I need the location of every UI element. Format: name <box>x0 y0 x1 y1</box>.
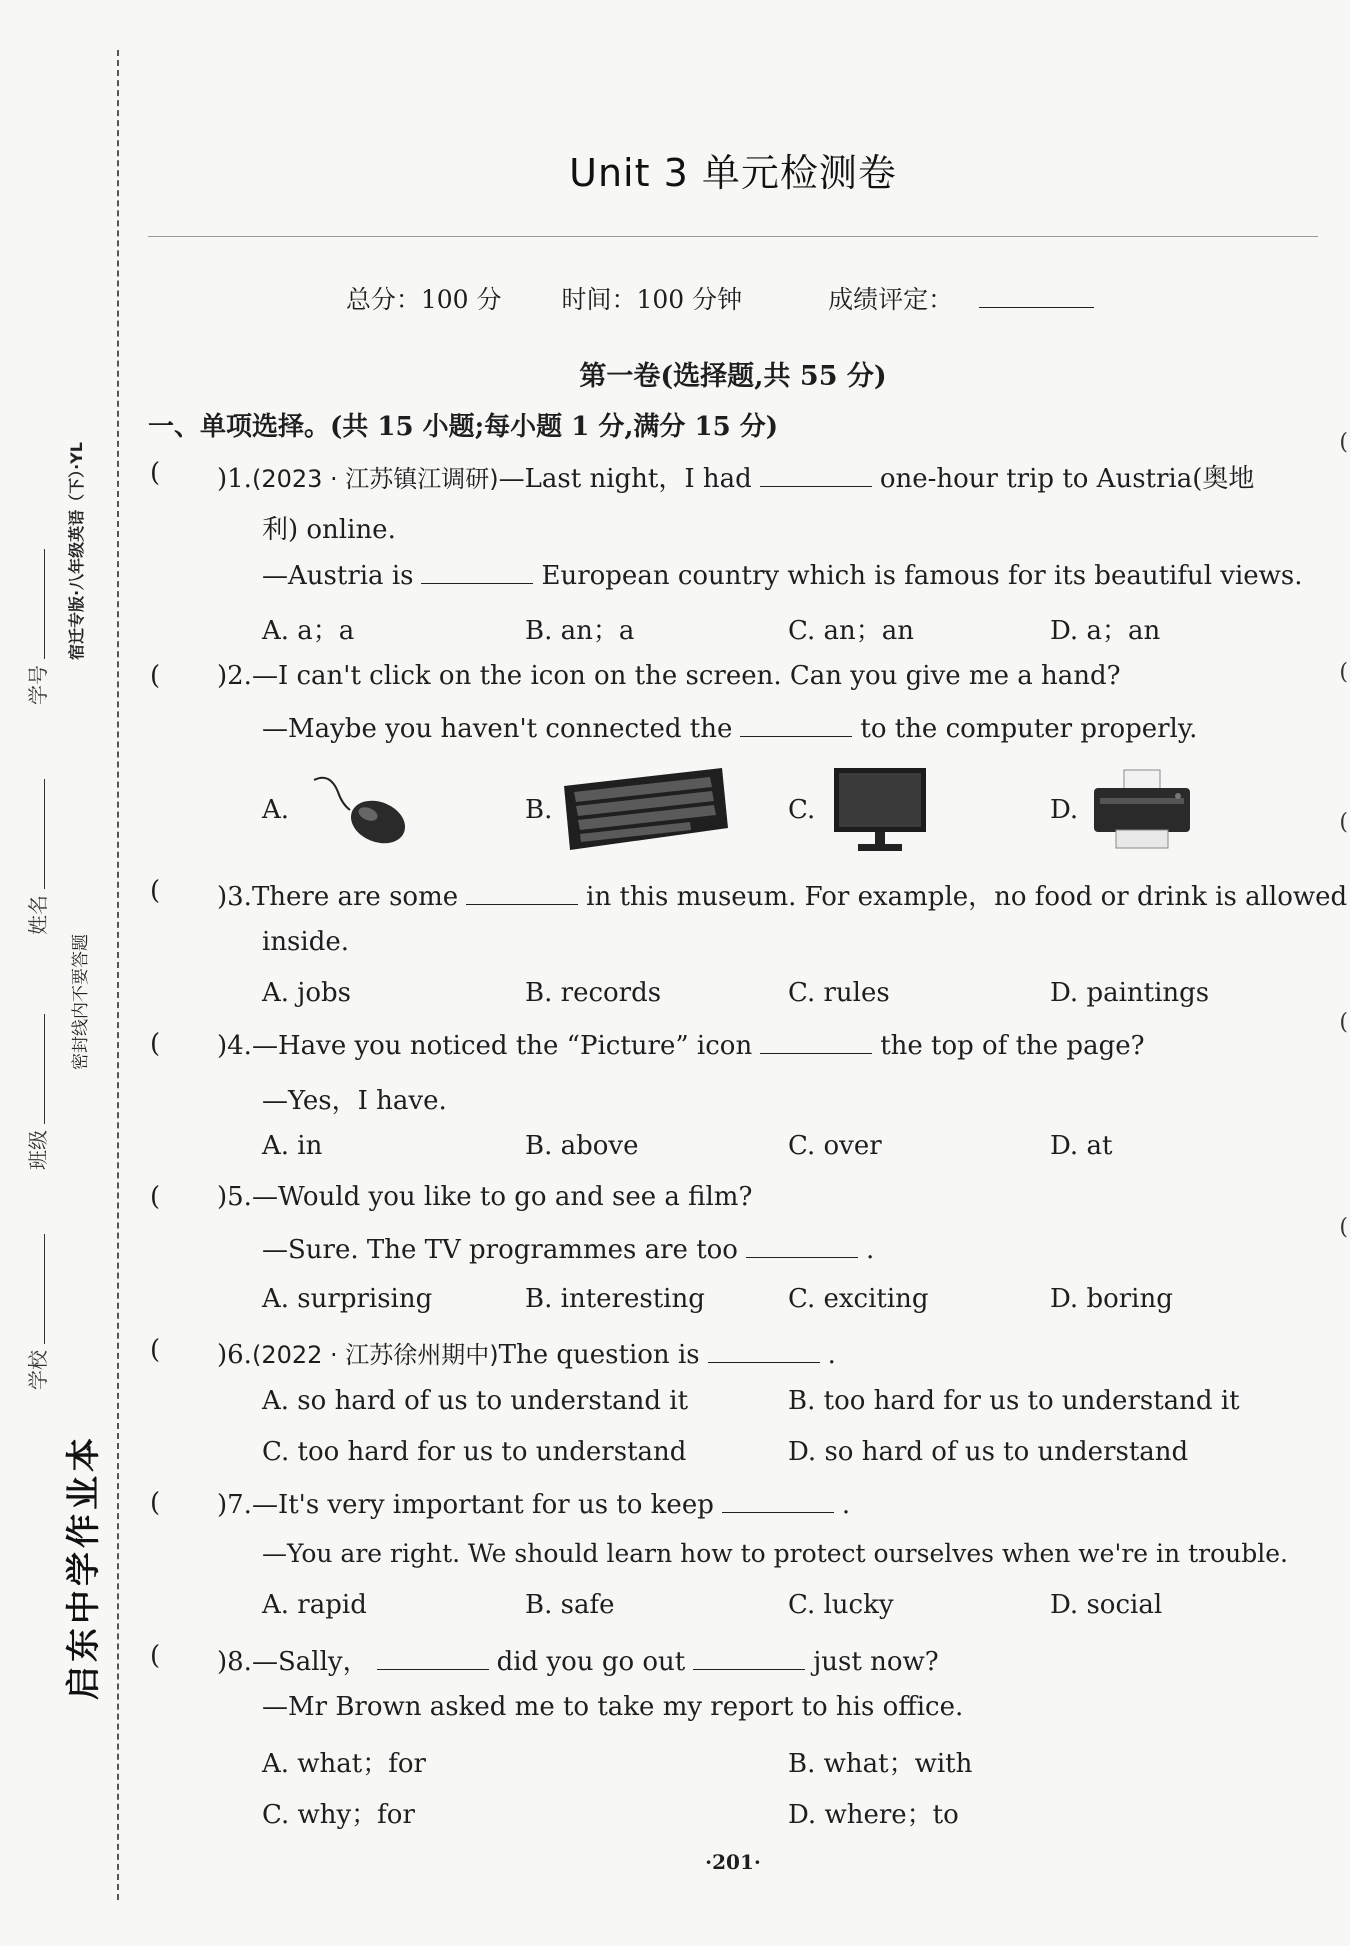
option-b[interactable]: B. safe <box>525 1590 615 1620</box>
total-score: 总分：100 分 <box>345 285 502 314</box>
grade-field: 成绩评定： <box>802 285 1120 314</box>
edge-mark: ( <box>1339 660 1348 685</box>
option-b[interactable]: B. records <box>525 978 662 1008</box>
answer-paren[interactable]: ( <box>150 876 161 906</box>
student-number-blank[interactable] <box>44 549 45 659</box>
answer-blank[interactable] <box>746 1233 858 1258</box>
question-line: )1.(2023 · 江苏镇江调研)—Last night，I had one-hour trip to Austria(奥地 <box>217 464 1255 494</box>
answer-paren[interactable]: ( <box>150 1029 161 1059</box>
option-a[interactable]: A. surprising <box>262 1284 433 1314</box>
series-label: 宿迁专版·八年级英语（下）·YL <box>67 442 86 660</box>
option-d[interactable]: D. at <box>1050 1131 1113 1161</box>
question-line: )4.—Have you noticed the “Picture” icon the top of the page? <box>217 1031 1145 1061</box>
mouse-icon[interactable] <box>310 770 410 850</box>
part-title: 一、单项选择。(共 15 小题;每小题 1 分,满分 15 分) <box>148 412 779 442</box>
binding-sidebar <box>0 0 125 1946</box>
student-number-field: 学号 <box>22 549 51 705</box>
option-c[interactable]: C. rules <box>788 978 890 1008</box>
name-blank[interactable] <box>44 779 45 889</box>
keyboard-icon[interactable] <box>560 764 730 854</box>
school-blank[interactable] <box>44 1234 45 1344</box>
answer-paren[interactable]: ( <box>150 1488 161 1518</box>
exam-meta <box>148 280 1318 316</box>
right-edge <box>1336 0 1350 1946</box>
seal-notice: 密封线内不要答题 <box>71 934 91 1070</box>
option-d[interactable]: D. boring <box>1050 1284 1173 1314</box>
option-a[interactable]: A. jobs <box>262 978 352 1008</box>
monitor-icon[interactable] <box>830 764 930 856</box>
answer-blank[interactable] <box>740 712 852 737</box>
option-a[interactable]: A. in <box>262 1131 323 1161</box>
option-d[interactable]: D. <box>1050 795 1079 825</box>
option-c[interactable]: C. over <box>788 1131 882 1161</box>
seal-dashed-line <box>117 50 119 1900</box>
section-title: 第一卷(选择题,共 55 分) <box>579 361 887 392</box>
option-a[interactable]: A. what；for <box>262 1749 426 1779</box>
option-c[interactable]: C. <box>788 795 816 825</box>
question-line: )5.—Would you like to go and see a film? <box>217 1182 753 1212</box>
option-d[interactable]: D. paintings <box>1050 978 1210 1008</box>
question-line: )2.—I can't click on the icon on the screen. Can you give me a hand? <box>217 661 1121 691</box>
answer-blank[interactable] <box>466 880 578 905</box>
option-b[interactable]: B. too hard for us to understand it <box>788 1386 1240 1416</box>
option-b[interactable]: B. an；a <box>525 616 635 646</box>
edge-mark: ( <box>1339 430 1348 455</box>
question-line: )6.(2022 · 江苏徐州期中)The question is . <box>217 1340 836 1370</box>
answer-paren[interactable]: ( <box>150 1182 161 1212</box>
brand-label: 启东中学作业本 <box>64 1434 104 1700</box>
page-title: Unit 3 单元检测卷 <box>569 151 897 195</box>
option-d[interactable]: D. so hard of us to understand <box>788 1437 1189 1467</box>
option-d[interactable]: D. social <box>1050 1590 1163 1620</box>
option-c[interactable]: C. an；an <box>788 616 914 646</box>
question-line: )8.—Sally， did you go out just now? <box>217 1647 939 1677</box>
answer-paren[interactable]: ( <box>150 1335 161 1365</box>
grade-blank[interactable] <box>979 307 1094 308</box>
answer-blank[interactable] <box>421 559 533 584</box>
class-blank[interactable] <box>44 1014 45 1124</box>
answer-blank[interactable] <box>693 1645 805 1670</box>
answer-paren[interactable]: ( <box>150 1641 161 1671</box>
option-c[interactable]: C. too hard for us to understand <box>262 1437 687 1467</box>
option-d[interactable]: D. a；an <box>1050 616 1161 646</box>
question-line: —Mr Brown asked me to take my report to his office. <box>262 1692 964 1722</box>
question-line: )3.There are some in this museum. For example，no food or drink is allowed <box>217 882 1348 912</box>
question-line: —Yes，I have. <box>262 1086 447 1116</box>
question-line: inside. <box>262 927 350 957</box>
school-field: 学校 <box>22 1234 51 1390</box>
name-field: 姓名 <box>22 779 51 935</box>
printer-icon[interactable] <box>1090 768 1195 854</box>
option-a[interactable]: A. a；a <box>262 616 355 646</box>
option-b[interactable]: B. what；with <box>788 1749 973 1779</box>
option-c[interactable]: C. lucky <box>788 1590 894 1620</box>
edge-mark: ( <box>1339 1215 1348 1240</box>
answer-paren[interactable]: ( <box>150 458 161 488</box>
edge-mark: ( <box>1339 1010 1348 1035</box>
option-c[interactable]: C. why；for <box>262 1800 415 1830</box>
question-line: —Austria is European country which is famous for its beautiful views. <box>262 561 1303 591</box>
time-limit: 时间：100 分钟 <box>561 285 743 314</box>
question-line: 利) online. <box>262 515 396 545</box>
answer-blank[interactable] <box>722 1488 834 1513</box>
answer-blank[interactable] <box>760 1029 872 1054</box>
answer-paren[interactable]: ( <box>150 661 161 691</box>
option-a[interactable]: A. <box>262 795 290 825</box>
option-a[interactable]: A. rapid <box>262 1590 367 1620</box>
answer-blank[interactable] <box>708 1338 820 1363</box>
question-line: —Maybe you haven't connected the to the computer properly. <box>262 714 1198 744</box>
page-number: ·201· <box>705 1850 761 1874</box>
option-b[interactable]: B. interesting <box>525 1284 705 1314</box>
edge-mark: ( <box>1339 810 1348 835</box>
title-divider <box>148 236 1318 237</box>
answer-blank[interactable] <box>377 1645 489 1670</box>
question-line: —You are right. We should learn how to protect ourselves when we're in trouble. <box>262 1539 1288 1568</box>
class-field: 班级 <box>22 1014 51 1170</box>
question-line: —Sure. The TV programmes are too . <box>262 1235 875 1265</box>
question-line: )7.—It's very important for us to keep . <box>217 1490 851 1520</box>
option-d[interactable]: D. where；to <box>788 1800 959 1830</box>
answer-blank[interactable] <box>760 462 872 487</box>
option-c[interactable]: C. exciting <box>788 1284 929 1314</box>
option-b[interactable]: B. <box>525 795 553 825</box>
option-a[interactable]: A. so hard of us to understand it <box>262 1386 689 1416</box>
option-b[interactable]: B. above <box>525 1131 639 1161</box>
